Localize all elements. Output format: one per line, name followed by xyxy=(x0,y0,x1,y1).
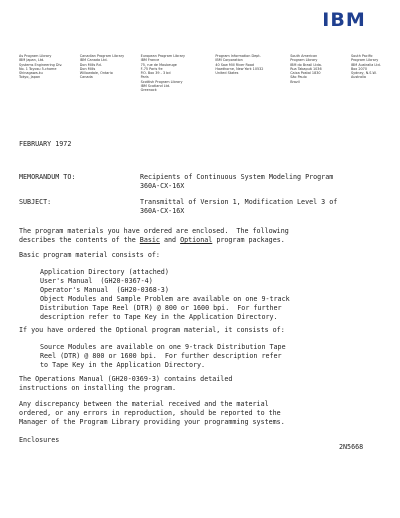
address-line: Program Information Dept. xyxy=(215,54,261,58)
operations-note-line: The Operations Manual (GH20-0369-3) contains detailed xyxy=(19,375,233,383)
discrepancy-note-line: ordered, or any errors in reproduction, should be reported to the xyxy=(19,409,281,417)
memo-subject-line-1: Transmittal of Version 1, Modification Level 3 of xyxy=(140,198,338,206)
address-line: Brazil xyxy=(290,79,300,84)
address-line: IBM Canada Ltd. xyxy=(79,58,108,63)
address-line: IBM do Brasil Ltda. xyxy=(290,62,322,67)
address-line: Scottish Program Library xyxy=(140,79,183,84)
enclosures-label: Enclosures xyxy=(19,436,60,444)
ibm-logo: IBM xyxy=(320,10,368,30)
address-line: Don Mills xyxy=(79,66,96,71)
basic-item: User's Manual (GH20-0367-4) xyxy=(40,277,153,285)
office-address-united-states xyxy=(215,54,267,102)
address-line: São Paulo xyxy=(290,75,307,80)
optional-item: to Tape Key in the Application Directory. xyxy=(40,361,206,369)
address-line: Paris xyxy=(140,75,149,80)
address-line: 40 Saw Mill River Road xyxy=(215,62,255,67)
address-line: Canadian Program Library xyxy=(79,54,125,58)
address-line: Systems Engineering Div. xyxy=(19,62,63,67)
letterhead-addresses xyxy=(19,54,389,102)
memo-to-line-2: 360A-CX-16X xyxy=(140,182,185,190)
address-line: Sydney, N.S.W. xyxy=(350,71,377,76)
address-line: European Program Library xyxy=(140,54,186,58)
basic-item: Application Directory (attached) xyxy=(40,268,169,276)
address-line: IBM Japan, Ltd. xyxy=(19,58,45,63)
office-address-europe xyxy=(141,54,193,102)
discrepancy-note-line: Any discrepancy between the material received and the material xyxy=(19,400,269,408)
address-line: F-75 Paris 9e xyxy=(140,66,163,71)
address-line: Shinagawa-ku xyxy=(19,71,43,76)
address-line: No. 1 Toyosu 5-chome xyxy=(19,66,57,71)
optional-heading: If you have ordered the Optional program material, it consists of: xyxy=(19,326,285,334)
address-line: IBM Scotland Ltd. xyxy=(140,84,171,89)
address-line: Greenock xyxy=(140,88,157,93)
address-line: Program Library xyxy=(350,58,379,63)
address-line: IBM Australia Ltd. xyxy=(350,62,381,67)
address-line: Hawthorne, New York 10532 xyxy=(215,66,264,71)
basic-item: Operator's Manual (GH20-0368-3) xyxy=(40,286,169,294)
operations-note-line: instructions on installing the program. xyxy=(19,384,177,392)
basic-item: Object Modules and Sample Problem are available on one 9-track xyxy=(40,295,290,303)
memo-to-line-1: Recipients of Continuous System Modeling Program xyxy=(140,173,334,181)
office-address-japan xyxy=(19,54,63,102)
address-line: Willowdale, Ontario xyxy=(79,71,113,76)
address-line: Canada xyxy=(79,75,93,80)
address-line: P.O. Box 39 - 3 bd xyxy=(140,71,171,76)
intro-line-2: describes the contents of the Basic and Optional program packages. xyxy=(19,236,285,244)
office-address-canada xyxy=(79,54,125,102)
office-address-south-america xyxy=(290,54,328,102)
address-line: Caixa Postal 1830 xyxy=(290,71,321,76)
intro-line-1: The program materials you have ordered are enclosed. The following xyxy=(19,227,289,235)
address-line: IBM France xyxy=(140,58,160,63)
optional-keyword: Optional xyxy=(180,236,213,244)
office-address-south-pacific xyxy=(351,54,389,102)
discrepancy-note-line: Manager of the Program Library providing your programming systems. xyxy=(19,418,285,426)
address-line: United States xyxy=(215,71,239,76)
basic-item: description refer to Tape Key in the Application Directory. xyxy=(40,313,278,321)
basic-item: Distribution Tape Reel (DTR) @ 800 or 1600 bpi. For further xyxy=(40,304,282,312)
address-line: Don Mills Rd. xyxy=(79,62,102,67)
address-line: 75, rue de Maubeuge xyxy=(140,62,177,67)
form-number: 2N5668 xyxy=(339,443,364,451)
letter-date: FEBRUARY 1972 xyxy=(19,140,72,148)
address-line: Australia xyxy=(350,75,366,80)
address-line: South Pacific xyxy=(350,54,373,58)
address-line: Box 2070 xyxy=(350,66,367,71)
memo-to-label: MEMORANDUM TO: xyxy=(19,173,76,181)
address-line: Program Library xyxy=(290,58,318,63)
memo-subject-label: SUBJECT: xyxy=(19,198,52,206)
optional-item: Reel (DTR) @ 800 or 1600 bpi. For further description refer xyxy=(40,352,282,360)
address-line: South American xyxy=(290,54,318,58)
address-line: As Program Library xyxy=(19,54,52,58)
basic-heading: Basic program material consists of: xyxy=(19,251,160,259)
address-line: Tokyo, Japan xyxy=(19,75,41,80)
memo-subject-line-2: 360A-CX-16X xyxy=(140,207,185,215)
address-line: IBM Corporation xyxy=(215,58,243,63)
basic-keyword: Basic xyxy=(139,236,160,244)
optional-item: Source Modules are available on one 9-track Distribution Tape xyxy=(40,343,286,351)
address-line: Rua Tabapuã 1036 xyxy=(290,66,322,71)
